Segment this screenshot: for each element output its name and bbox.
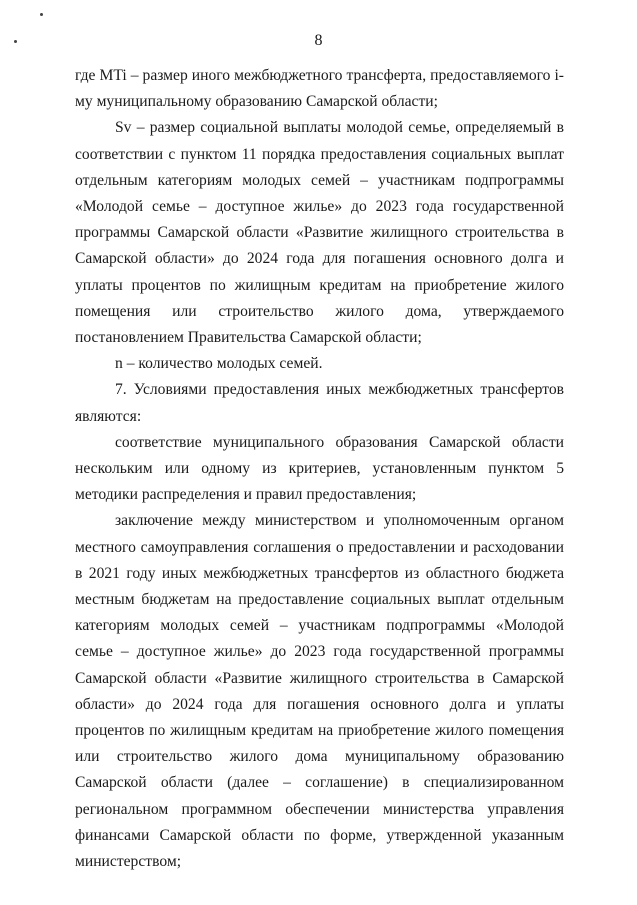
paragraph-n-definition: n – количество молодых семей. (115, 355, 323, 373)
paragraph-section-7: 7. Условиями предоставления иных межбюджетных трансфертов являются: (75, 381, 564, 425)
body-text (75, 63, 564, 875)
paragraph-condition-2: заключение между министерством и уполномоченным органом местного самоуправления соглашения о предоставлении и расходовании в 2021 году иных межбюджетных трансфертов из областного бюджета местным бюджетам на предоставление социальных выплат отдельным категориям молодых семей – участникам подпрограммы «Молодой семье – доступное жилье» до 2023 года государственной программы Самарской области «Развитие жилищного строительства в Самарской области» до 2024 года для погашения основного долга и уплаты процентов по жилищным кредитам на приобретение жилого помещения или строительство жилого дома муниципальному образованию Самарской области (далее – соглашение) в специализированном региональном программном обеспечении министерства управления финансами Самарской области по форме, утвержденной указанным министерством; (75, 512, 564, 871)
paragraph-condition-1: соответствие муниципального образования Самарской области нескольким или одному из критериев, установленным пунктом 5 методики распределения и правил предоставления; (75, 433, 564, 504)
scan-speck (40, 13, 43, 16)
page-number: 8 (314, 32, 323, 49)
paragraph-mt-definition: где MTi – размер иного межбюджетного трансферта, предоставляемого i-му муниципальному образованию Самарской области; (75, 67, 564, 111)
paragraph-sv-definition: Sv – размер социальной выплаты молодой семье, определяемый в соответствии с пунктом 11 порядка предоставления социальных выплат отдельным категориям молодых семей – участникам подпрограммы «Молодой семье – доступное жилье» до 2023 года государственной программы Самарской области «Развитие жилищного строительства в Самарской области» до 2024 года для погашения основного долга и уплаты процентов по жилищным кредитам на приобретение жилого помещения или строительство жилого дома, утверждаемого постановлением Правительства Самарской области; (75, 119, 564, 347)
